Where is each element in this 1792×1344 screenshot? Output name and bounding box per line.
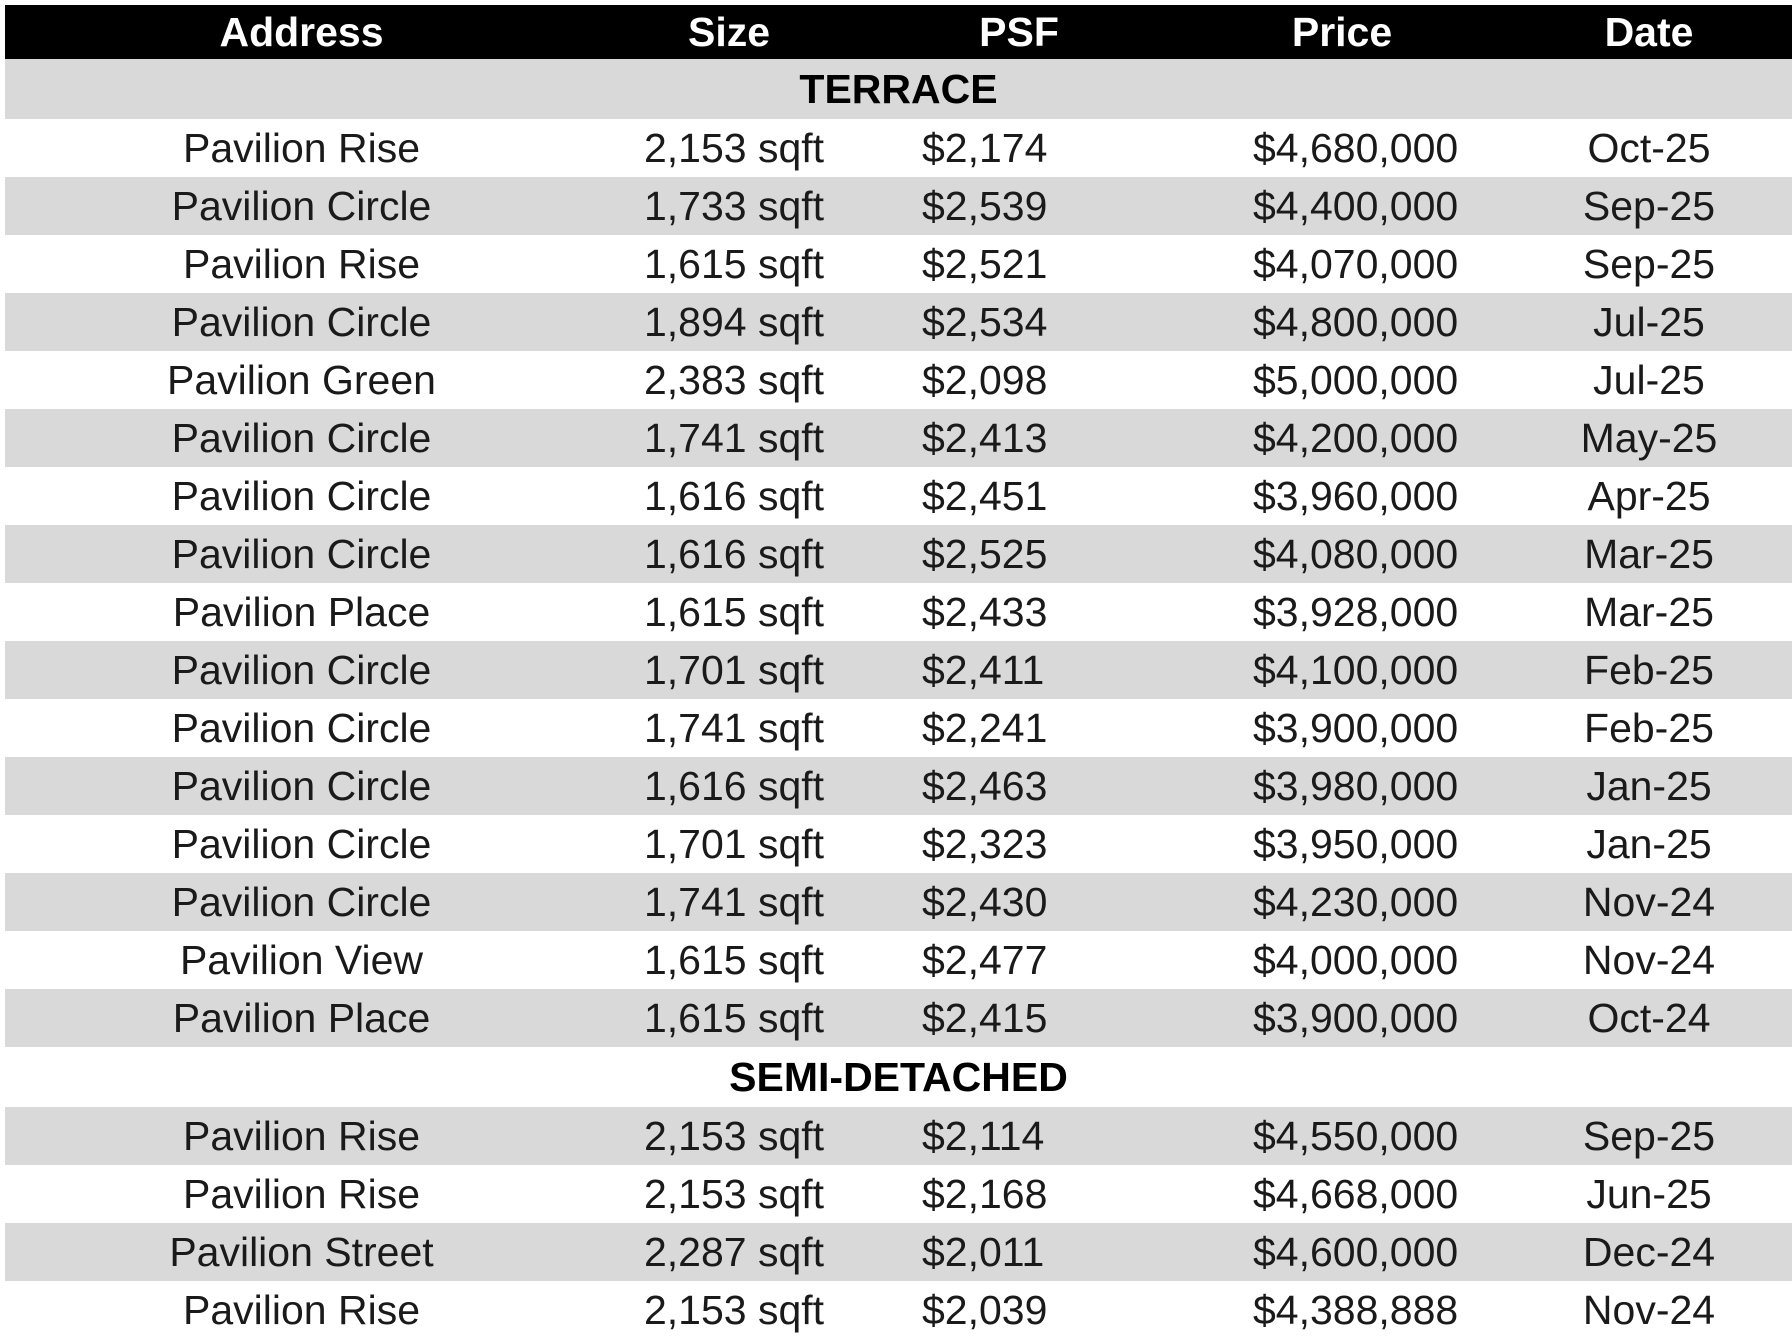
cell-address: Pavilion Circle <box>5 467 598 525</box>
cell-price: $4,800,000 <box>1178 293 1506 351</box>
cell-address: Pavilion Street <box>5 1223 598 1281</box>
cell-price: $5,000,000 <box>1178 351 1506 409</box>
transactions-table <box>5 5 1792 1339</box>
column-header-size: Size <box>598 5 860 59</box>
cell-price: $3,928,000 <box>1178 583 1506 641</box>
table-row <box>5 699 1792 757</box>
table-row <box>5 467 1792 525</box>
cell-date: Jun-25 <box>1506 1165 1792 1223</box>
cell-date: Sep-25 <box>1506 177 1792 235</box>
table-row <box>5 1165 1792 1223</box>
cell-address: Pavilion Circle <box>5 409 598 467</box>
cell-date: Feb-25 <box>1506 641 1792 699</box>
cell-date: Nov-24 <box>1506 1281 1792 1339</box>
cell-address: Pavilion Circle <box>5 815 598 873</box>
cell-price: $4,550,000 <box>1178 1107 1506 1165</box>
cell-date: Mar-25 <box>1506 583 1792 641</box>
table-row <box>5 409 1792 467</box>
cell-psf: $2,174 <box>860 119 1178 177</box>
cell-psf: $2,539 <box>860 177 1178 235</box>
cell-date: May-25 <box>1506 409 1792 467</box>
cell-psf: $2,168 <box>860 1165 1178 1223</box>
cell-price: $3,960,000 <box>1178 467 1506 525</box>
cell-address: Pavilion Place <box>5 989 598 1047</box>
table-row <box>5 1223 1792 1281</box>
cell-price: $4,388,888 <box>1178 1281 1506 1339</box>
cell-date: Nov-24 <box>1506 931 1792 989</box>
table-header <box>5 5 1792 59</box>
table-row <box>5 525 1792 583</box>
cell-psf: $2,415 <box>860 989 1178 1047</box>
cell-size: 1,616 sqft <box>598 525 860 583</box>
cell-date: Apr-25 <box>1506 467 1792 525</box>
cell-size: 1,615 sqft <box>598 989 860 1047</box>
table-row <box>5 931 1792 989</box>
cell-size: 1,733 sqft <box>598 177 860 235</box>
column-header-date: Date <box>1506 5 1792 59</box>
cell-date: Oct-25 <box>1506 119 1792 177</box>
cell-psf: $2,011 <box>860 1223 1178 1281</box>
cell-price: $4,000,000 <box>1178 931 1506 989</box>
cell-date: Jan-25 <box>1506 815 1792 873</box>
cell-psf: $2,323 <box>860 815 1178 873</box>
cell-size: 1,894 sqft <box>598 293 860 351</box>
cell-address: Pavilion Rise <box>5 1281 598 1339</box>
cell-psf: $2,451 <box>860 467 1178 525</box>
table-row <box>5 1281 1792 1339</box>
cell-psf: $2,534 <box>860 293 1178 351</box>
table-row <box>5 815 1792 873</box>
cell-address: Pavilion View <box>5 931 598 989</box>
column-header-price: Price <box>1178 5 1506 59</box>
cell-size: 1,701 sqft <box>598 641 860 699</box>
cell-address: Pavilion Circle <box>5 177 598 235</box>
table-row <box>5 583 1792 641</box>
cell-address: Pavilion Circle <box>5 293 598 351</box>
cell-date: Nov-24 <box>1506 873 1792 931</box>
cell-size: 1,616 sqft <box>598 757 860 815</box>
table-row <box>5 1107 1792 1165</box>
section-title: SEMI-DETACHED <box>5 1047 1792 1107</box>
cell-psf: $2,114 <box>860 1107 1178 1165</box>
cell-size: 1,615 sqft <box>598 931 860 989</box>
section-row <box>5 1047 1792 1107</box>
cell-size: 1,741 sqft <box>598 409 860 467</box>
cell-date: Dec-24 <box>1506 1223 1792 1281</box>
cell-address: Pavilion Circle <box>5 525 598 583</box>
table-row <box>5 235 1792 293</box>
cell-size: 1,701 sqft <box>598 815 860 873</box>
cell-psf: $2,463 <box>860 757 1178 815</box>
cell-price: $4,100,000 <box>1178 641 1506 699</box>
cell-price: $3,980,000 <box>1178 757 1506 815</box>
cell-price: $3,900,000 <box>1178 989 1506 1047</box>
cell-price: $4,080,000 <box>1178 525 1506 583</box>
table-row <box>5 293 1792 351</box>
cell-psf: $2,411 <box>860 641 1178 699</box>
table-row <box>5 641 1792 699</box>
table-row <box>5 177 1792 235</box>
cell-psf: $2,098 <box>860 351 1178 409</box>
cell-price: $4,230,000 <box>1178 873 1506 931</box>
cell-size: 2,153 sqft <box>598 1281 860 1339</box>
cell-size: 2,287 sqft <box>598 1223 860 1281</box>
cell-size: 2,153 sqft <box>598 1107 860 1165</box>
cell-price: $4,668,000 <box>1178 1165 1506 1223</box>
cell-date: Jul-25 <box>1506 351 1792 409</box>
cell-date: Sep-25 <box>1506 235 1792 293</box>
cell-price: $4,400,000 <box>1178 177 1506 235</box>
cell-price: $3,950,000 <box>1178 815 1506 873</box>
cell-psf: $2,430 <box>860 873 1178 931</box>
cell-date: Mar-25 <box>1506 525 1792 583</box>
cell-price: $4,070,000 <box>1178 235 1506 293</box>
cell-address: Pavilion Rise <box>5 1165 598 1223</box>
cell-size: 1,615 sqft <box>598 583 860 641</box>
cell-date: Feb-25 <box>1506 699 1792 757</box>
cell-address: Pavilion Circle <box>5 641 598 699</box>
cell-psf: $2,521 <box>860 235 1178 293</box>
table-row <box>5 119 1792 177</box>
cell-date: Jan-25 <box>1506 757 1792 815</box>
cell-psf: $2,039 <box>860 1281 1178 1339</box>
cell-psf: $2,413 <box>860 409 1178 467</box>
cell-psf: $2,433 <box>860 583 1178 641</box>
cell-psf: $2,525 <box>860 525 1178 583</box>
cell-address: Pavilion Rise <box>5 235 598 293</box>
cell-date: Jul-25 <box>1506 293 1792 351</box>
cell-date: Oct-24 <box>1506 989 1792 1047</box>
cell-address: Pavilion Circle <box>5 757 598 815</box>
cell-size: 2,153 sqft <box>598 119 860 177</box>
cell-price: $4,680,000 <box>1178 119 1506 177</box>
cell-address: Pavilion Green <box>5 351 598 409</box>
table-row <box>5 757 1792 815</box>
cell-address: Pavilion Place <box>5 583 598 641</box>
cell-size: 1,741 sqft <box>598 873 860 931</box>
table-row <box>5 989 1792 1047</box>
cell-psf: $2,477 <box>860 931 1178 989</box>
cell-price: $3,900,000 <box>1178 699 1506 757</box>
cell-size: 2,153 sqft <box>598 1165 860 1223</box>
header-row <box>5 5 1792 59</box>
cell-address: Pavilion Circle <box>5 699 598 757</box>
table-row <box>5 351 1792 409</box>
table-body <box>5 59 1792 1339</box>
cell-address: Pavilion Circle <box>5 873 598 931</box>
cell-size: 2,383 sqft <box>598 351 860 409</box>
transactions-sheet <box>5 5 1792 1339</box>
cell-address: Pavilion Rise <box>5 1107 598 1165</box>
cell-price: $4,600,000 <box>1178 1223 1506 1281</box>
section-row <box>5 59 1792 119</box>
table-row <box>5 873 1792 931</box>
cell-price: $4,200,000 <box>1178 409 1506 467</box>
cell-address: Pavilion Rise <box>5 119 598 177</box>
cell-size: 1,616 sqft <box>598 467 860 525</box>
section-title: TERRACE <box>5 59 1792 119</box>
column-header-psf: PSF <box>860 5 1178 59</box>
cell-date: Sep-25 <box>1506 1107 1792 1165</box>
column-header-address: Address <box>5 5 598 59</box>
cell-size: 1,741 sqft <box>598 699 860 757</box>
cell-psf: $2,241 <box>860 699 1178 757</box>
cell-size: 1,615 sqft <box>598 235 860 293</box>
